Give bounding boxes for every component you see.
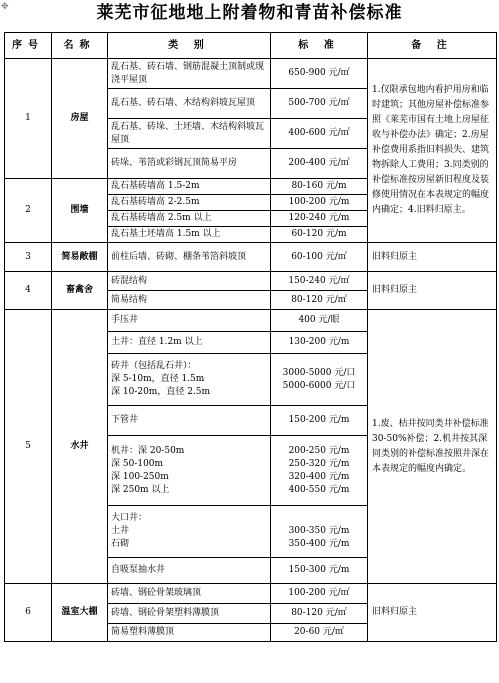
remark-cell: 旧料归原主 bbox=[368, 272, 497, 310]
standard-line: 200-250 元/m bbox=[288, 445, 350, 456]
name-cell: 房屋 bbox=[52, 59, 108, 179]
category-cell: 砖混结构 bbox=[108, 272, 271, 291]
standard-line: 130-200 元/m bbox=[288, 337, 350, 347]
category-cell bbox=[108, 436, 271, 506]
standard-cell bbox=[271, 354, 368, 406]
standard-cell: 60-100 元/㎡ bbox=[271, 243, 368, 272]
table-move-handle-icon[interactable]: ✥ bbox=[1, 2, 9, 12]
name-cell: 温室大棚 bbox=[52, 584, 108, 642]
remark-cell: 旧料归原主 bbox=[368, 584, 497, 642]
seq-cell: 2 bbox=[5, 179, 52, 243]
standard-cell: 200-400 元/㎡ bbox=[271, 149, 368, 179]
category-cell: 砖墙、钢砼骨架塑料薄膜顶 bbox=[108, 604, 271, 624]
header-name: 名称 bbox=[52, 33, 108, 59]
table-row bbox=[5, 272, 497, 291]
standard-cell: 100-200 元/m bbox=[271, 195, 368, 211]
standard-line: 3000-5000 元/口 bbox=[282, 367, 356, 378]
standard-cell: 80-160 元/m bbox=[271, 179, 368, 195]
category-line: 石砌 bbox=[111, 539, 130, 549]
category-line: 大口井： bbox=[111, 513, 148, 523]
standard-line: 5000-6000 元/口 bbox=[282, 380, 356, 391]
category-cell: 简易塑料薄膜顶 bbox=[108, 624, 271, 642]
category-cell bbox=[108, 506, 271, 558]
standard-line: 150-300 元/m bbox=[288, 565, 350, 575]
seq-cell: 6 bbox=[5, 584, 52, 642]
category-cell: 乱石基、砖石墙、木结构斜坡瓦屋顶 bbox=[108, 89, 271, 119]
name-cell: 简易敞棚 bbox=[52, 243, 108, 272]
standard-cell: 80-120 元/㎡ bbox=[271, 604, 368, 624]
standard-cell: 60-120 元/m bbox=[271, 227, 368, 243]
remark-cell: 旧料归原主 bbox=[368, 243, 497, 272]
name-cell: 畜禽舍 bbox=[52, 272, 108, 310]
standard-cell: 400-600 元/㎡ bbox=[271, 119, 368, 149]
category-line: 深 250m 以上 bbox=[111, 484, 170, 495]
category-cell: 砖墙、钢砼骨架玻璃顶 bbox=[108, 584, 271, 604]
standard-cell bbox=[271, 406, 368, 436]
standard-line: 350-400 元/m bbox=[288, 539, 350, 549]
name-cell: 水井 bbox=[52, 310, 108, 584]
category-line: 深 5-10m，直径 1.5m bbox=[111, 374, 205, 384]
category-line: 土井 bbox=[111, 526, 130, 536]
table-row bbox=[5, 584, 497, 604]
table-row bbox=[5, 59, 497, 89]
category-line: 土井：直径 1.2m 以上 bbox=[111, 337, 203, 347]
category-cell: 乱石基土坯墙高 1.5m 以上 bbox=[108, 227, 271, 243]
standard-cell: 20-60 元/㎡ bbox=[271, 624, 368, 642]
category-line: 深 50-100m bbox=[111, 458, 164, 469]
standard-line: 300-350 元/m bbox=[288, 526, 350, 536]
remark-cell: 1.仅限承包地内看护用房和临时建筑；其他房屋补偿标准参照《莱芜市国有土地上房屋征收与补偿办法》确定；2.房屋补偿费用系指旧料损失、建筑物拆除人工费用；3.同类别的补偿标准按房屋新旧程度及装修使用情况在本表规定的幅度内确定；4.旧料归原主。 bbox=[368, 59, 497, 243]
category-line: 手压井 bbox=[111, 315, 139, 325]
seq-cell: 5 bbox=[5, 310, 52, 584]
category-line: 机井：深 20-50m bbox=[111, 445, 185, 456]
seq-cell: 3 bbox=[5, 243, 52, 272]
standard-cell: 100-200 元/㎡ bbox=[271, 584, 368, 604]
standard-cell bbox=[271, 332, 368, 354]
standard-cell: 120-240 元/m bbox=[271, 211, 368, 227]
category-cell: 砖垛、苇箔或彩钢瓦顶简易平房 bbox=[108, 149, 271, 179]
category-cell bbox=[108, 332, 271, 354]
standard-cell: 500-700 元/㎡ bbox=[271, 89, 368, 119]
category-cell: 乱石基砖墙高 2-2.5m bbox=[108, 195, 271, 211]
standard-cell: 150-240 元/㎡ bbox=[271, 272, 368, 291]
category-cell: 简易结构 bbox=[108, 291, 271, 310]
category-line: 深 10-20m，直径 2.5m bbox=[111, 387, 211, 397]
standard-line: 320-400 元/m bbox=[288, 471, 350, 482]
standard-cell bbox=[271, 558, 368, 584]
standard-cell bbox=[271, 436, 368, 506]
remark-cell: 1.废、枯井按同类井补偿标准 30-50%补偿；2.机井按其深同类别的补偿标准按照井深在本表规定的幅度内确定。 bbox=[368, 310, 497, 584]
seq-cell: 1 bbox=[5, 59, 52, 179]
category-cell bbox=[108, 354, 271, 406]
table-row bbox=[5, 243, 497, 272]
category-cell bbox=[108, 406, 271, 436]
standard-line: 250-320 元/m bbox=[288, 458, 350, 469]
category-cell: 前柱后墙、砖砌、棚条苇箔斜坡顶 bbox=[108, 243, 271, 272]
table-header-row bbox=[5, 33, 497, 59]
category-line: 砖井（包括乱石井）： bbox=[111, 361, 197, 371]
category-line: 下管井 bbox=[111, 415, 139, 425]
name-cell: 围墙 bbox=[52, 179, 108, 243]
compensation-table bbox=[4, 32, 497, 642]
category-line: 深 100-250m bbox=[111, 471, 169, 482]
header-standard: 标 准 bbox=[271, 33, 368, 59]
standard-cell bbox=[271, 310, 368, 332]
standard-cell: 80-120 元/㎡ bbox=[271, 291, 368, 310]
category-cell: 乱石基砖墙高 2.5m 以上 bbox=[108, 211, 271, 227]
header-seq: 序号 bbox=[5, 33, 52, 59]
seq-cell: 4 bbox=[5, 272, 52, 310]
standard-cell bbox=[271, 506, 368, 558]
category-cell: 乱石基、砖石墙、钢筋混凝土顶制或现浇平屋顶 bbox=[108, 59, 271, 89]
category-cell bbox=[108, 558, 271, 584]
header-remark: 备 注 bbox=[368, 33, 497, 59]
page-title: 莱芜市征地地上附着物和青苗补偿标准 bbox=[96, 3, 403, 23]
table-row bbox=[5, 310, 497, 332]
category-cell bbox=[108, 310, 271, 332]
standard-cell: 650-900 元/㎡ bbox=[271, 59, 368, 89]
standard-line: 400 元/眼 bbox=[298, 315, 340, 325]
standard-line: 400-550 元/m bbox=[288, 484, 350, 495]
header-category: 类 别 bbox=[108, 33, 271, 59]
standard-line: 150-200 元/m bbox=[288, 415, 350, 425]
category-cell: 乱石基砖墙高 1.5-2m bbox=[108, 179, 271, 195]
category-cell: 乱石基、砖垛、土坯墙、木结构斜坡瓦屋顶 bbox=[108, 119, 271, 149]
category-line: 自吸泵抽水井 bbox=[111, 565, 166, 575]
